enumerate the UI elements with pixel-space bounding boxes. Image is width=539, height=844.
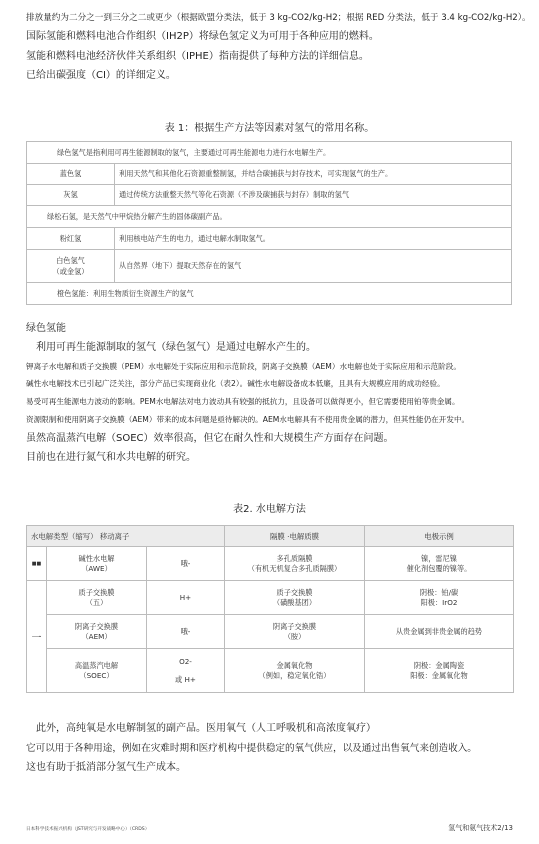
electrode-cell — [365, 649, 514, 693]
section-line-4: 易受可再生能源电力波动的影响。PEM水电解法对电力波动具有较强的抵抗力，且设备可以做得更小，但它需要使用铂等贵金属。 — [26, 397, 460, 406]
type-abbr: （AEM） — [81, 631, 112, 641]
grey-hydrogen-desc: 通过传统方法重整天然气等化石资源（不涉及碳捕获与封存）制取的氢气 — [115, 185, 512, 206]
intro-line-4: 已给出碳强度（CI）的详细定义。 — [26, 70, 176, 81]
membrane-detail: （胺） — [283, 631, 306, 641]
type-name: 质子交换膜 — [78, 587, 115, 597]
intro-line-2: 国际氢能和燃料电池合作组织（IH2P）将绿色氢定义为可用于各种应用的燃料。 — [26, 31, 379, 42]
membrane-cell — [225, 649, 365, 693]
membrane-name: 阴离子交换膜 — [272, 621, 317, 631]
header-electrode: 电极示例 — [365, 526, 514, 547]
table-row — [27, 615, 514, 649]
table-header-row — [27, 526, 514, 547]
section-line-2: 钾离子水电解和质子交换膜（PEM）水电解处于实际应用和示范阶段，阴离子交换膜（AEM）水电解也处于实际应用和示范阶段。 — [26, 362, 461, 371]
green-hydrogen-cell: 绿色氢气是指利用可再生能源制取的氢气，主要通过可再生能源电力进行水电解生产。 — [27, 142, 512, 164]
table-row — [27, 581, 514, 615]
membrane-name: 质子交换膜 — [276, 587, 313, 597]
membrane-cell — [225, 615, 365, 649]
table-row — [27, 164, 512, 185]
section-line-7: 目前也在进行氮气和水共电解的研究。 — [26, 452, 196, 463]
ion-cell: 哦- — [147, 615, 225, 649]
grey-hydrogen-name: 灰氢 — [27, 185, 115, 206]
type-cell — [47, 581, 147, 615]
type-cell — [47, 649, 147, 693]
orange-hydrogen-cell: 橙色氢能：利用生物质衍生资源生产的氢气 — [27, 283, 512, 305]
membrane-name: 金属氧化物 — [276, 660, 313, 670]
table-row — [27, 547, 514, 581]
table-row — [27, 649, 514, 693]
table-row — [27, 228, 512, 250]
header-type: 水电解类型（缩写） 移动离子 — [27, 526, 225, 547]
electrode-cell — [365, 547, 514, 581]
blue-hydrogen-desc: 利用天然气和其他化石资源重整制氢，并结合碳捕获与封存技术，可实现氢气的生产。 — [115, 164, 512, 185]
ion-cell: H+ — [147, 581, 225, 615]
outro-line-3: 这也有助于抵消部分氢气生产成本。 — [26, 762, 186, 773]
section-line-1: 利用可再生能源制取的氢气（绿色氢气）是通过电解水产生的。 — [36, 342, 316, 353]
pink-hydrogen-desc: 利用核电站产生的电力，通过电解水制取氢气。 — [115, 228, 512, 250]
white-hydrogen-name-line2: （或金氢） — [52, 267, 89, 276]
electrode-cell — [365, 581, 514, 615]
membrane-detail: （例如，稳定氧化锆） — [258, 670, 331, 680]
membrane-cell — [225, 581, 365, 615]
row-marker: 一 — [27, 581, 47, 693]
white-hydrogen-name — [27, 250, 115, 283]
membrane-name: 多孔质隔膜 — [276, 553, 313, 563]
outro-line-2: 它可以用于各种用途，例如在灾难时期和医疗机构中提供稳定的氧气供应，以及通过出售氧气来创造收入。 — [26, 743, 477, 754]
membrane-detail: （有机无机复合多孔质隔膜） — [247, 563, 342, 573]
intro-line-3: 氢能和燃料电池经济伙伴关系组织（IPHE）指南提供了每种方法的详细信息。 — [26, 51, 369, 62]
electrode-line1: 镍，雷尼镍 — [421, 553, 457, 563]
section-line-3: 碱性水电解技术已引起广泛关注，部分产品已实现商业化（表2）。碱性水电解设备成本低廉，且具有大规模应用的成功经验。 — [26, 379, 445, 388]
header-membrane: 隔膜 ·电解质膜 — [225, 526, 365, 547]
ion-line1: O2- — [179, 656, 192, 666]
type-cell — [47, 547, 147, 581]
turquoise-hydrogen-cell: 绿松石氢，是天然气中甲烷热分解产生的固体碳副产品。 — [27, 206, 512, 228]
ion-cell — [147, 649, 225, 693]
table-row — [27, 283, 512, 305]
electrode-cell: 从贵金属到非贵金属的趋势 — [365, 615, 514, 649]
electrode-line2: 催化剂包覆的镍等。 — [406, 563, 472, 573]
electrode-line2: 阳极：IrO2 — [420, 597, 458, 607]
electrode-line2: 阳极：金属氧化物 — [410, 670, 468, 680]
type-name: 碱性水电解 — [78, 553, 115, 563]
white-hydrogen-name-line1: 白色氢气 — [56, 256, 85, 265]
outro-line-1: 此外，高纯氧是水电解制氢的副产品。医用氧气（人工呼吸机和高浓度氧疗） — [36, 723, 376, 734]
pink-hydrogen-name: 粉红氢 — [27, 228, 115, 250]
membrane-cell — [225, 547, 365, 581]
production-names-table — [26, 141, 512, 305]
membrane-detail: （磺酸基团） — [272, 597, 317, 607]
table1-caption: 表 1：根据生产方法等因素对氢气的常用名称。 — [164, 123, 375, 134]
blue-hydrogen-name: 蓝色氢 — [27, 164, 115, 185]
footer-left: 日本科学技术振兴机构（JST研究与开发战略中心）（CRDS） — [26, 827, 150, 832]
electrode-line1: 阴极：铂/碳 — [419, 587, 459, 597]
electrode-line1: 阴极：金属陶瓷 — [413, 660, 465, 670]
ion-line2: 或 H+ — [175, 674, 196, 684]
table-row — [27, 142, 512, 164]
table2-caption: 表2. 水电解方法 — [233, 504, 306, 515]
white-hydrogen-desc: 从自然界（地下）提取天然存在的氢气 — [115, 250, 512, 283]
type-abbr: （AWE） — [81, 563, 112, 573]
type-cell — [47, 615, 147, 649]
ion-cell: 哦- — [147, 547, 225, 581]
table-row — [27, 250, 512, 283]
type-name: 阴离子交换膜 — [74, 621, 119, 631]
type-name: 高温蒸汽电解 — [74, 660, 119, 670]
electrolysis-methods-table — [26, 525, 514, 693]
row-marker: ■■ — [27, 547, 47, 581]
section-line-5: 资源限制和使用阴离子交换膜（AEM）带来的成本问题是亟待解决的。AEM水电解具有不使用贵金属的潜力，但其性能仍在开发中。 — [26, 415, 470, 424]
section-heading: 绿色氢能 — [26, 323, 66, 334]
type-abbr: （五） — [85, 597, 108, 607]
table-row — [27, 185, 512, 206]
type-abbr: （SOEC） — [79, 670, 114, 680]
section-line-6: 虽然高温蒸汽电解（SOEC）效率很高，但它在耐久性和大规模生产方面存在问题。 — [26, 433, 394, 444]
intro-line-1: 排放量约为二分之一到三分之二或更少（根据欧盟分类法，低于 3 kg-CO2/kg-H2；根据 RED 分类法，低于 3.4 kg-CO2/kg-H2）。 — [26, 13, 531, 23]
table-row — [27, 206, 512, 228]
footer-right: 氢气和氨气技术2/13 — [448, 824, 513, 832]
